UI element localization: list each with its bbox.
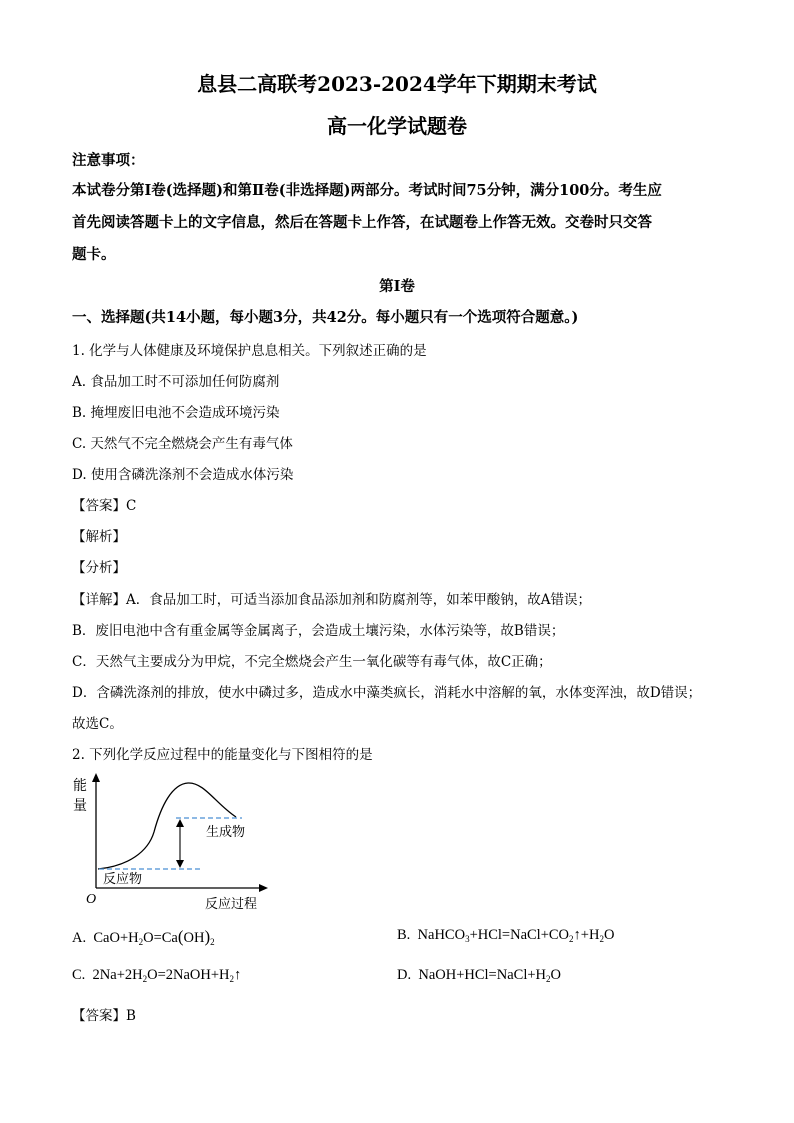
notice-line: 本试卷分第Ⅰ卷(选择题)和第Ⅱ卷(非选择题)两部分。考试时间75分钟，满分100分。考生应 <box>72 182 662 199</box>
x-axis-label: 反应过程 <box>205 897 258 912</box>
notice-heading: 注意事项： <box>72 152 145 169</box>
origin-label: O <box>86 892 97 907</box>
notice-line: 题卡。 <box>72 246 116 263</box>
y-axis-arrow <box>92 773 100 782</box>
document-title: 息县二高联考2023-2024学年下期期末考试 <box>197 72 597 96</box>
arrow-head-down <box>176 860 184 868</box>
question-1-detail-line: 【详解】A．食品加工时，可适当添加食品添加剂和防腐剂等，如苯甲酸钠，故A错误； <box>72 592 591 608</box>
y-axis-label-1: 能 <box>73 778 87 794</box>
question-2-stem: 2. 下列化学反应过程中的能量变化与下图相符的是 <box>72 747 373 763</box>
document-subtitle: 高一化学试题卷 <box>327 114 467 138</box>
question-1-analysis: 【解析】 <box>72 529 126 545</box>
question-1-option-a: A. 食品加工时不可添加任何防腐剂 <box>72 374 280 390</box>
product-label: 生成物 <box>206 825 246 840</box>
question-1-option-d: D. 使用含磷洗涤剂不会造成水体污染 <box>72 467 294 483</box>
reactant-label: 反应物 <box>103 872 143 887</box>
x-axis-arrow <box>259 884 268 892</box>
question-2-option-c: C. $2Na+2H_2O=2NaOH+H_2↑$ <box>72 967 242 984</box>
arrow-head-up <box>176 819 184 827</box>
question-1-detail-line: C．天然气主要成分为甲烷，不完全燃烧会产生一氧化碳等有毒气体，故C正确； <box>72 654 552 670</box>
energy-diagram <box>66 770 286 915</box>
question-1-stem: 1. 化学与人体健康及环境保护息息相关。下列叙述正确的是 <box>72 343 427 359</box>
section-heading: 一、选择题(共14小题，每小题3分，共42分。每小题只有一个选项符合题意。) <box>72 309 579 326</box>
notice-line: 首先阅读答题卡上的文字信息，然后在答题卡上作答，在试题卷上作答无效。交卷时只交答 <box>72 214 652 231</box>
question-1-detail-line: 故选C。 <box>72 716 123 732</box>
question-1-option-b: B. 掩埋废旧电池不会造成环境污染 <box>72 405 280 421</box>
volume-heading: 第Ⅰ卷 <box>379 278 415 295</box>
question-2-answer: 【答案】B <box>72 1008 136 1024</box>
question-2-option-d: D. $NaOH+HCl=NaCl+H_2O$ <box>397 967 561 984</box>
question-1-detail-line: B．废旧电池中含有重金属等金属离子，会造成土壤污染，水体污染等，故B错误； <box>72 623 565 639</box>
question-1-option-c: C. 天然气不完全燃烧会产生有毒气体 <box>72 436 293 452</box>
question-1-answer: 【答案】C <box>72 498 137 514</box>
question-1-detail-line: D．含磷洗涤剂的排放，使水中磷过多，造成水中藻类疯长，消耗水中溶解的氧，水体变浑浊，故D错误； <box>72 685 702 701</box>
question-2-option-a: A. $CaO+H_2O=Ca(OH)_2$ <box>72 927 215 947</box>
question-1-fenxi: 【分析】 <box>72 560 126 576</box>
y-axis-label-2: 量 <box>73 798 87 814</box>
question-2-option-b: B. $NaHCO_3+HCl=NaCl+CO_2↑+H_2O$ <box>397 927 615 944</box>
